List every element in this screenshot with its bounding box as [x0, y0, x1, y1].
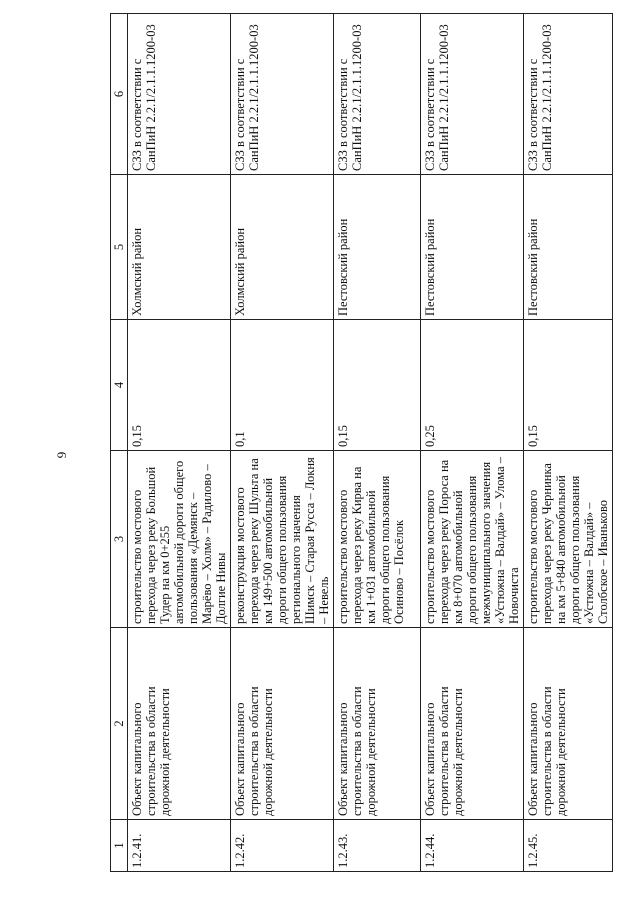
sanitary-zone: СЗЗ в соответствии с СанПиН 2.2.1/2.1.1.1200-03	[128, 14, 231, 175]
area-value: 0,15	[334, 320, 421, 451]
table-row	[231, 14, 334, 872]
rotated-table-container	[110, 14, 610, 872]
row-number: 1.2.43.	[334, 820, 421, 872]
table-row	[524, 14, 613, 872]
sanitary-zone: СЗЗ в соответствии с СанПиН 2.2.1/2.1.1.1200-03	[231, 14, 334, 175]
column-header-1: 1	[111, 820, 128, 872]
row-number: 1.2.41.	[128, 820, 231, 872]
object-description: строительство мостового перехода через реку Большой Тудер на км 0+255 автомобильной дороги общего пользования «Демянск – Марёво – Холм» – Радилово – Долгие Нивы	[128, 451, 231, 628]
object-type: Объект капитального строительства в области дорожной деятельности	[524, 628, 613, 820]
object-description: реконструкция мостового перехода через реку Шульта на км 149+500 автомобильной дороги общего пользования регионального значения Шимск – Старая Русса – Локня – Невель	[231, 451, 334, 628]
area-value: 0,15	[128, 320, 231, 451]
table-row	[421, 14, 524, 872]
area-value: 0,25	[421, 320, 524, 451]
district: Пестовский район	[421, 175, 524, 320]
objects-table	[110, 13, 613, 872]
object-type: Объект капитального строительства в области дорожной деятельности	[128, 628, 231, 820]
row-number: 1.2.42.	[231, 820, 334, 872]
table-row	[128, 14, 231, 872]
district: Холмский район	[128, 175, 231, 320]
object-description: строительство мостового перехода через реку Кирва на км 1+031 автомобильной дороги общего пользования Осиново – Посёлок	[334, 451, 421, 628]
table-row	[334, 14, 421, 872]
object-type: Объект капитального строительства в области дорожной деятельности	[421, 628, 524, 820]
district: Холмский район	[231, 175, 334, 320]
area-value: 0,15	[524, 320, 613, 451]
sanitary-zone: СЗЗ в соответствии с СанПиН 2.2.1/2.1.1.1200-03	[334, 14, 421, 175]
object-type: Объект капитального строительства в области дорожной деятельности	[231, 628, 334, 820]
object-type: Объект капитального строительства в области дорожной деятельности	[334, 628, 421, 820]
row-number: 1.2.45.	[524, 820, 613, 872]
row-number: 1.2.44.	[421, 820, 524, 872]
column-header-2: 2	[111, 628, 128, 820]
district: Пестовский район	[524, 175, 613, 320]
sanitary-zone: СЗЗ в соответствии с СанПиН 2.2.1/2.1.1.1200-03	[524, 14, 613, 175]
object-description: строительство мостового перехода через реку Чернинка на км 5+840 автомобильной дороги общего пользования «Устюжна – Валдай» – Столбское – Иваньково	[524, 451, 613, 628]
district: Пестовский район	[334, 175, 421, 320]
column-header-4: 4	[111, 320, 128, 451]
column-header-3: 3	[111, 451, 128, 628]
area-value: 0,1	[231, 320, 334, 451]
column-header-6: 6	[111, 14, 128, 175]
header-row	[111, 14, 128, 872]
sanitary-zone: СЗЗ в соответствии с СанПиН 2.2.1/2.1.1.1200-03	[421, 14, 524, 175]
column-header-5: 5	[111, 175, 128, 320]
page-number: 9	[54, 451, 69, 459]
object-description: строительство мостового перехода через реку Пороса на км 8+070 автомобильной дороги общего пользования межмуниципального значения «Устюжна – Валдай» – Улома – Новочиста	[421, 451, 524, 628]
